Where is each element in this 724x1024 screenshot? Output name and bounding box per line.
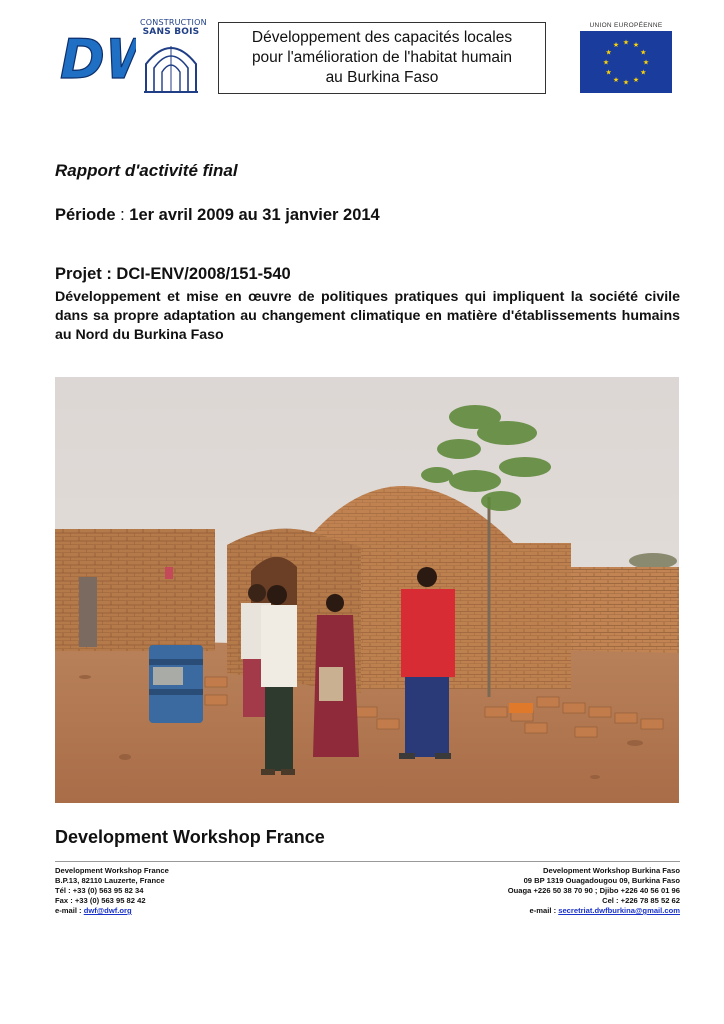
footer-divider — [55, 861, 680, 862]
footer-burkina-contact — [508, 866, 680, 916]
footer-left-tel: Tél : +33 (0) 563 95 82 34 — [55, 886, 144, 895]
person-4 — [399, 567, 455, 759]
footer-left-email-line — [55, 906, 169, 916]
vault-house-icon — [142, 38, 200, 94]
eu-star-icon: ★ — [622, 79, 630, 87]
period-label: Période — [55, 206, 116, 224]
footer-left-email-link[interactable]: dwf@dwf.org — [83, 906, 132, 915]
csb-logo-line1: CONSTRUCTION — [140, 18, 207, 27]
footer-left-email-label: e-mail : — [55, 906, 84, 915]
project-title: Projet : DCI-ENV/2008/151-540 — [55, 265, 291, 283]
cover-photo — [55, 377, 679, 803]
header-line-3: au Burkina Faso — [325, 69, 439, 86]
footer-right-email-label: e-mail : — [529, 906, 559, 915]
report-title: Rapport d'activité final — [55, 161, 238, 180]
construction-sans-bois-logo — [140, 18, 207, 94]
period-value: 1er avril 2009 au 31 janvier 2014 — [129, 206, 380, 224]
eu-star-icon: ★ — [632, 76, 640, 84]
eu-logo — [580, 22, 672, 94]
header-line-2: pour l'amélioration de l'habitat humain — [251, 49, 513, 66]
eu-logo-label: UNION EUROPÉENNE — [589, 22, 663, 29]
footer-right-phones: Ouaga +226 50 38 70 90 ; Djibo +226 40 56 01 96 — [507, 886, 680, 895]
eu-star-icon: ★ — [640, 69, 647, 77]
eu-star-icon: ★ — [612, 76, 620, 84]
person-2 — [261, 585, 297, 775]
eu-star-icon: ★ — [640, 49, 647, 57]
eu-star-icon: ★ — [622, 39, 630, 47]
footer-right-email-link[interactable]: secretriat.dwfburkina@gmail.com — [558, 906, 680, 915]
person-3 — [313, 594, 359, 757]
footer-left-fax: Fax : +33 (0) 563 95 82 42 — [55, 896, 146, 905]
eu-star-icon: ★ — [602, 59, 610, 67]
eu-star-icon: ★ — [612, 42, 620, 50]
eu-star-icon: ★ — [605, 49, 612, 57]
project-description: Développement et mise en œuvre de politiques pratiques qui impliquent la société civile dans sa propre adaptation au changement climatique en matière d'établissements humains au Nord du Burkina Faso — [55, 289, 680, 343]
dw-logo — [58, 20, 136, 92]
project-header-box — [218, 22, 546, 94]
footer-right-address: 09 BP 1319 Ouagadougou 09, Burkina Faso — [523, 876, 680, 885]
organization-title: Development Workshop France — [55, 827, 325, 847]
dw-logo-text: D — [60, 28, 105, 91]
csb-logo-line2: SANS BOIS — [142, 27, 200, 37]
eu-star-icon: ★ — [605, 69, 612, 77]
eu-star-icon: ★ — [632, 42, 640, 50]
footer-left-address: B.P.13, 82110 Lauzerte, France — [55, 876, 165, 885]
footer-left-name: Development Workshop France — [55, 866, 169, 875]
footer-france-contact — [55, 866, 169, 916]
eu-star-icon: ★ — [642, 59, 650, 67]
footer-right-cel: Cel : +226 78 85 52 62 — [602, 896, 680, 905]
footer-right-email-line — [508, 906, 680, 916]
footer-right-name: Development Workshop Burkina Faso — [543, 866, 680, 875]
period-colon: : — [115, 206, 130, 224]
period-line — [55, 206, 380, 225]
eu-flag-icon — [580, 31, 672, 93]
header-line-1: Développement des capacités locales — [251, 29, 513, 46]
